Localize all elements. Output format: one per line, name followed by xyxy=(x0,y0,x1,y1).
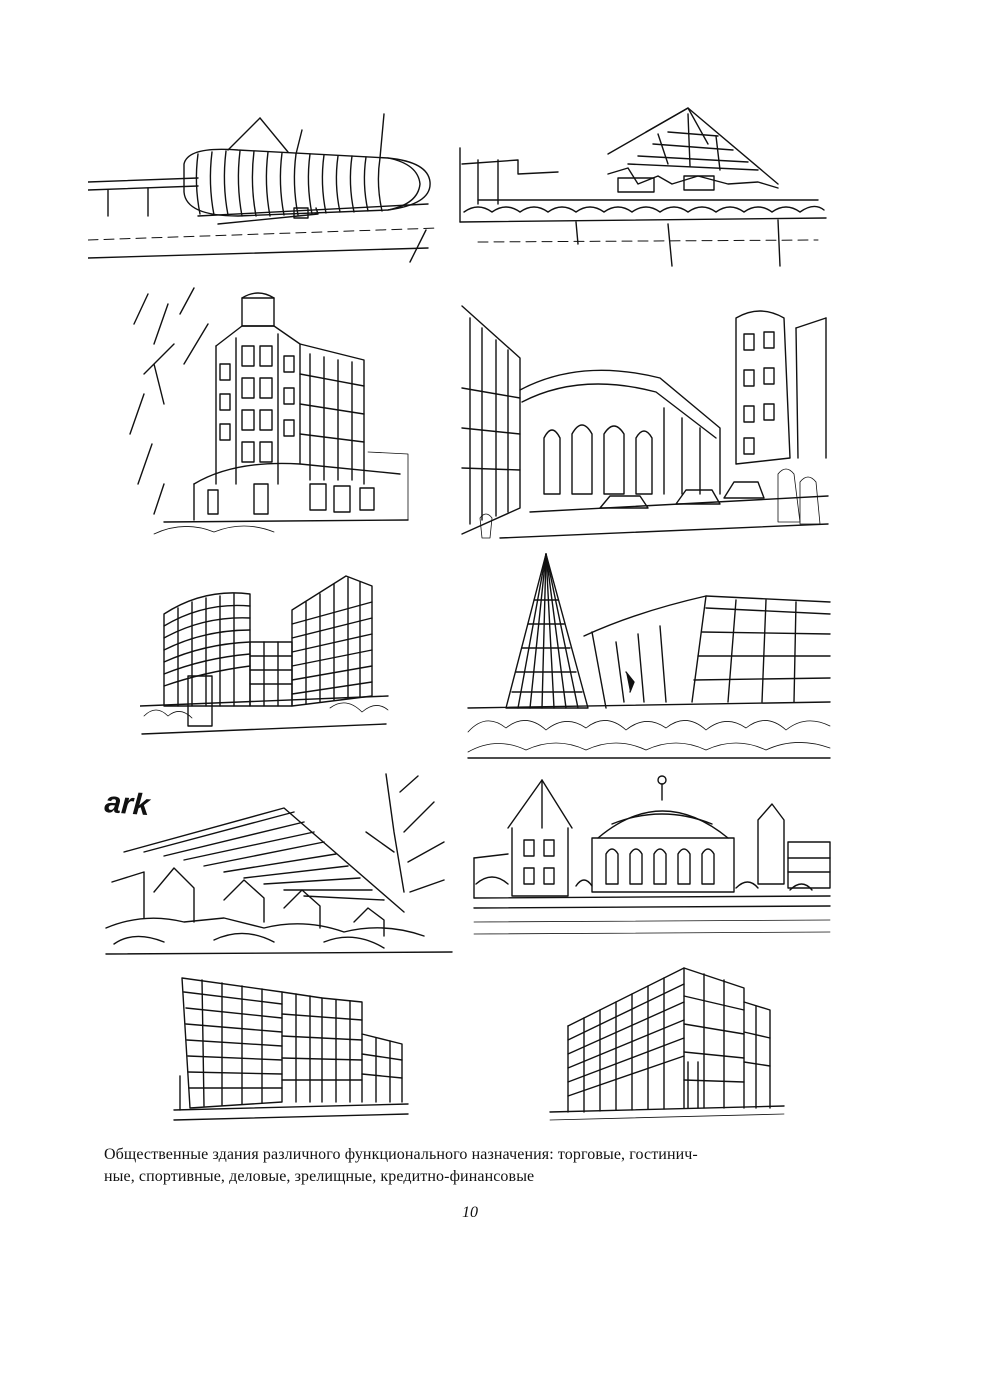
figure-cone-and-hall xyxy=(466,552,832,762)
figure-park-retail xyxy=(104,772,454,956)
caption-line-1: Общественные здания различного функционального назначения: торговые, гостинич- xyxy=(104,1146,698,1163)
page-number: 10 xyxy=(462,1204,478,1221)
cone-hall-sketch-icon xyxy=(466,552,832,762)
pyramid-sketch-icon xyxy=(458,104,828,274)
figure-twin-office-blocks xyxy=(140,566,390,744)
figure-arcade-street xyxy=(460,298,830,542)
figure-stadium-capsule xyxy=(88,112,448,264)
office-sketch-icon xyxy=(140,566,390,744)
figure-rotunda-theatre xyxy=(472,774,832,938)
arcade-sketch-icon xyxy=(460,298,830,542)
park-sign-text: ark xyxy=(104,786,151,823)
glass-office-sketch-icon xyxy=(172,974,412,1122)
figure-caption xyxy=(104,1144,844,1188)
park-sketch-icon xyxy=(104,772,454,956)
bank-sketch-icon xyxy=(548,962,788,1122)
rotunda-sketch-icon xyxy=(472,774,832,938)
figure-glass-office-left xyxy=(172,974,412,1122)
figure-pyramid-mall xyxy=(458,104,828,274)
figure-corner-hotel-tower xyxy=(124,284,414,540)
figure-bank-building xyxy=(548,962,788,1122)
caption-line-2: ные, спортивные, деловые, зрелищные, кредитно-финансовые xyxy=(104,1168,535,1185)
hotel-sketch-icon xyxy=(124,284,414,540)
stadium-sketch-icon xyxy=(88,112,448,264)
